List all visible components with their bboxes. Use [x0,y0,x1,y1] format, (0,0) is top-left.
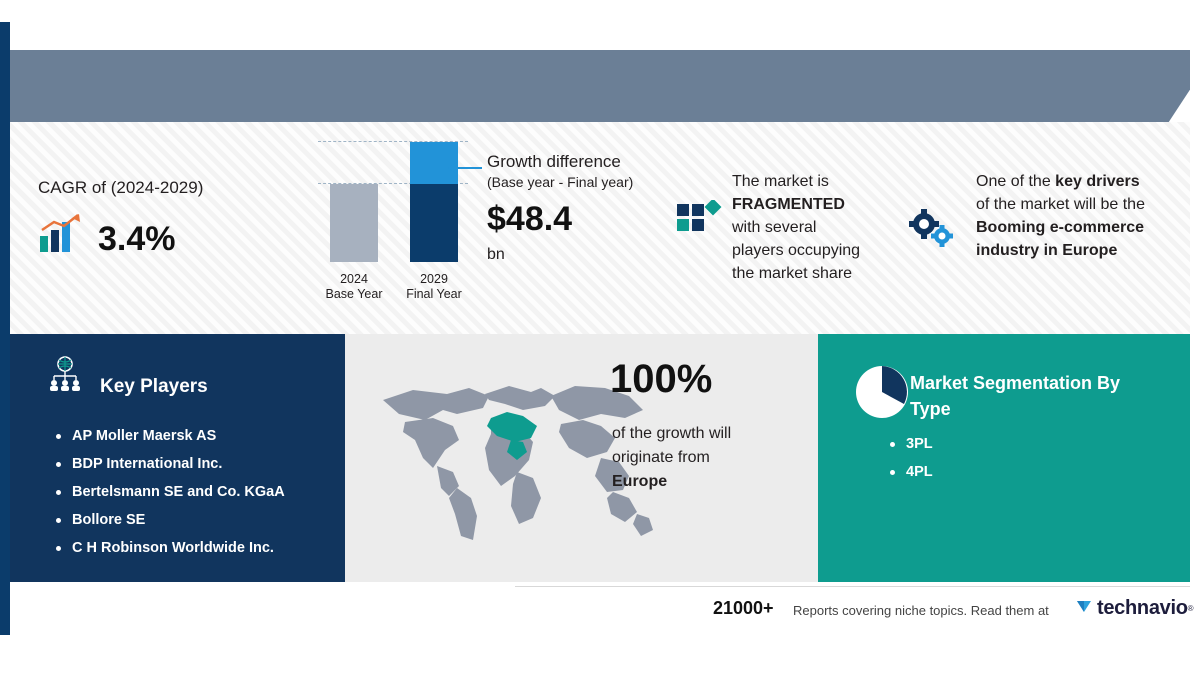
bar-caption-final-year-label: Final Year [406,287,462,301]
reports-count: 21000+ [713,598,774,618]
key-drivers-text [976,170,1176,262]
footer-divider [515,586,1190,587]
fragmentation-line4: the market share [732,265,853,282]
growth-origin-line1: of the growth will [612,425,732,442]
technavio-logo-icon [1075,597,1093,620]
left-accent-bar [0,22,10,635]
key-drivers-line1: One of the [976,173,1056,190]
bar-caption-final-year-year: 2029 [420,272,448,286]
key-players-title: Key Players [100,376,208,397]
list-item: AP Moller Maersk AS [72,422,285,450]
growth-origin-description [612,422,802,494]
fragmentation-line3: players occupying [732,242,861,259]
growth-origin-percent: 100% [610,357,713,401]
header-banner [10,50,1190,122]
cagr-label: CAGR of (2024-2029) [38,178,204,197]
key-players-list [54,422,285,562]
list-item: Bollore SE [72,506,285,534]
market-segmentation-panel [818,334,1190,582]
growth-difference-subtitle: (Base year - Final year) [487,174,634,190]
squares-grid-icon [676,200,724,244]
fragmentation-text [732,170,912,285]
list-item: 4PL [906,458,933,486]
page-title: LOGISTICS MARKET IN EUROPE 2025-2029 [28,22,466,44]
fragmentation-line1: The market is [732,173,829,190]
key-drivers-line2: of the market will be the [976,196,1145,213]
list-item: Bertelsmann SE and Co. KGaA [72,478,285,506]
gears-icon [908,208,956,252]
fragmentation-line2: with several [732,219,817,236]
bar-final-year-base [410,184,458,262]
bar-caption-base-year-year: 2024 [340,272,368,286]
key-drivers-emphasis2: Booming e-commerce industry in Europe [976,219,1145,259]
footer-text: Reports covering niche topics. Read them at [793,603,1049,618]
brand-trademark: ® [1187,604,1194,613]
list-item: BDP International Inc. [72,450,285,478]
brand-logo[interactable] [1075,597,1194,620]
bar-caption-final-year [398,272,470,302]
cagr-value: 3.4% [98,220,176,258]
brand-name: technavio [1097,597,1188,619]
list-item: C H Robinson Worldwide Inc. [72,534,285,562]
fragmentation-emphasis: FRAGMENTED [732,196,845,213]
bar-base-year [330,184,378,262]
people-network-icon [46,356,84,392]
bar-chart-growth-icon [38,212,82,256]
bar-caption-base-year-label: Base Year [325,287,383,301]
growth-difference-unit: bn [487,246,505,263]
market-segmentation-title: Market Segmentation By Type [910,373,1121,419]
growth-difference-title: Growth difference [487,152,621,171]
growth-origin-region: Europe [612,473,668,490]
bar-caption-base-year [318,272,390,302]
market-segmentation-list [888,430,933,486]
growth-origin-line2: originate from [612,449,710,466]
list-item: 3PL [906,430,933,458]
pie-chart-icon [854,364,910,420]
key-players-panel [10,334,345,582]
key-drivers-emphasis1: key drivers [1055,173,1140,190]
left-arrow-icon [448,162,457,174]
growth-difference-value: $48.4 [487,200,573,238]
